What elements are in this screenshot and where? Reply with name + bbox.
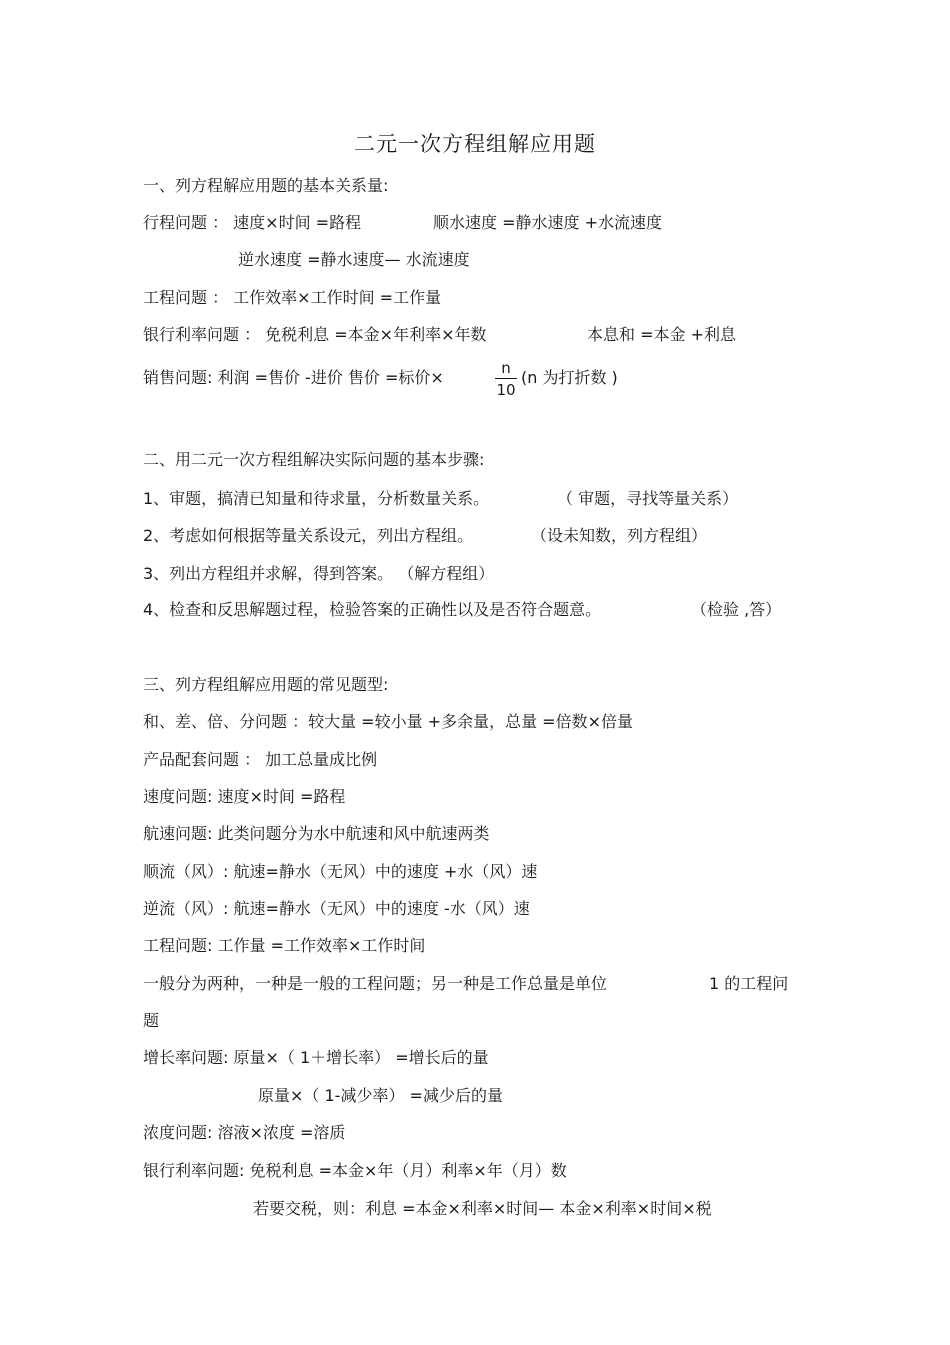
- step-2-text: 2、考虑如何根据等量关系设元，列出方程组。: [143, 526, 474, 545]
- fraction-denominator: 10: [496, 381, 516, 399]
- downstream-formula: 顺流（风）: 航速=静水（无风）中的速度 +水（风）速: [143, 862, 538, 881]
- growth-rate-formula: 增长率问题: 原量×（ 1＋增长率） =增长后的量: [143, 1048, 489, 1067]
- navigation-speed-text: 航速问题: 此类问题分为水中航速和风中航速两类: [143, 824, 490, 843]
- section-2-heading: 二、用二元一次方程组解决实际问题的基本步骤:: [143, 450, 485, 469]
- sales-formula: 销售问题: 利润 =售价 -进价 售价 =标价×: [143, 368, 444, 387]
- work-problem-types: [143, 974, 789, 994]
- work-formula: 工程问题 ： 工作效率×工作时间 =工作量: [143, 288, 442, 307]
- speed-formula: 速度问题: 速度×时间 =路程: [143, 787, 346, 806]
- product-matching-formula: 产品配套问题 ： 加工总量成比例: [143, 750, 378, 769]
- sales-line: [143, 359, 618, 399]
- step-4: [143, 600, 782, 620]
- work-problem-formula: 工程问题: 工作量 =工作效率×工作时间: [143, 936, 426, 955]
- sum-difference-formula: 和、差、倍、分问题 ：较大量 =较小量 +多余量，总量 =倍数×倍量: [143, 712, 633, 731]
- page-title: 二元一次方程组解应用题: [354, 132, 596, 156]
- step-2: [143, 526, 708, 546]
- step-4-text: 4、检查和反思解题过程，检验答案的正确性以及是否符合题意。: [143, 600, 602, 619]
- work-problem-types-tail: 1 的工程问: [709, 974, 789, 993]
- decrease-rate-formula: 原量×（ 1-减少率） =减少后的量: [258, 1086, 503, 1105]
- principal-interest-sum-formula: 本息和 =本金 +利息: [587, 325, 736, 344]
- fraction-bar: [495, 378, 517, 379]
- travel-formula-line: [143, 213, 662, 233]
- fraction-numerator: n: [501, 359, 511, 377]
- tax-free-interest-formula: 银行利率问题 ： 免税利息 =本金×年利率×年数: [143, 325, 487, 344]
- tax-interest-formula: 若要交税，则：利息 =本金×利率×时间— 本金×利率×时间×税: [253, 1199, 712, 1218]
- downstream-speed-formula: 顺水速度 =静水速度 +水流速度: [433, 213, 662, 232]
- section-1-heading: 一、列方程解应用题的基本关系量:: [143, 176, 389, 195]
- discount-fraction: [495, 359, 517, 399]
- step-1-note: （ 审题，寻找等量关系）: [557, 489, 739, 508]
- section-3-heading: 三、列方程组解应用题的常见题型:: [143, 675, 389, 694]
- step-4-note: （检验 ,答）: [691, 600, 782, 619]
- work-problem-types-wrap: 题: [143, 1011, 160, 1030]
- bank-rate-formula: 银行利率问题: 免税利息 =本金×年（月）利率×年（月）数: [143, 1161, 567, 1180]
- work-problem-types-text: 一般分为两种，一种是一般的工程问题；另一种是工作总量是单位: [143, 974, 608, 993]
- step-1: [143, 489, 739, 509]
- step-3: 3、列出方程组并求解，得到答案。 （解方程组）: [143, 564, 495, 583]
- discount-note: (n 为打折数 ): [521, 368, 618, 387]
- upstream-formula: 逆流（风）: 航速=静水（无风）中的速度 -水（风）速: [143, 899, 530, 918]
- bank-interest-line: [143, 325, 736, 345]
- concentration-formula: 浓度问题: 溶液×浓度 =溶质: [143, 1123, 346, 1142]
- upstream-speed-formula: 逆水速度 =静水速度— 水流速度: [238, 250, 470, 269]
- step-1-text: 1、审题，搞清已知量和待求量，分析数量关系。: [143, 489, 490, 508]
- step-2-note: （设未知数，列方程组）: [531, 526, 708, 545]
- travel-speed-formula: 行程问题 ： 速度×时间 =路程: [143, 213, 362, 232]
